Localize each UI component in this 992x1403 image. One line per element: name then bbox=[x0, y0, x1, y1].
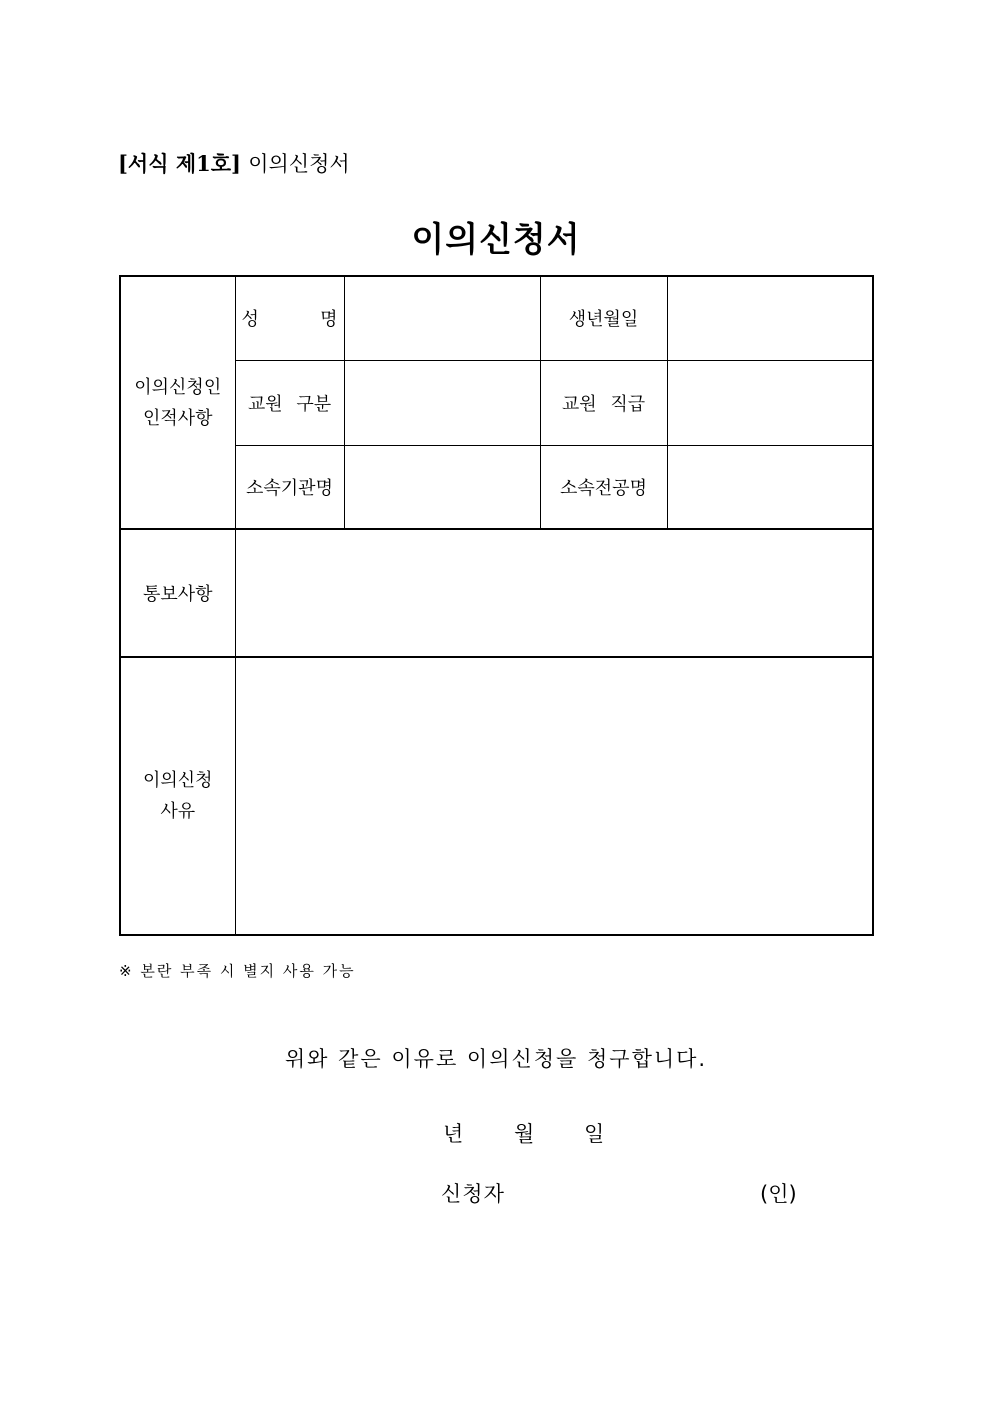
major-field[interactable] bbox=[667, 445, 873, 529]
date-month-label: 월 bbox=[514, 1122, 535, 1146]
date-day-label: 일 bbox=[584, 1122, 605, 1146]
objection-form-table bbox=[119, 275, 874, 936]
applicant-info-section-label bbox=[120, 276, 235, 529]
footnote: ※ 본란 부족 시 별지 사용 가능 bbox=[119, 962, 356, 980]
reason-label-line-1: 이의신청 bbox=[142, 770, 213, 791]
institution-label: 소속기관명 bbox=[235, 445, 344, 529]
document-title: 이의신청서 bbox=[411, 220, 581, 260]
name-field[interactable] bbox=[344, 276, 540, 360]
notice-field[interactable] bbox=[235, 529, 873, 657]
name-label-char-1: 성 bbox=[241, 309, 259, 331]
seal-label: (인) bbox=[760, 1182, 797, 1206]
form-number: [서식 제1호] bbox=[118, 151, 241, 176]
faculty-type-field[interactable] bbox=[344, 360, 540, 445]
applicant-label: 신청자 bbox=[441, 1182, 505, 1206]
reason-field[interactable] bbox=[235, 657, 873, 935]
birthdate-label: 생년월일 bbox=[540, 276, 667, 360]
faculty-type-label: 교원 구분 bbox=[235, 360, 344, 445]
institution-field[interactable] bbox=[344, 445, 540, 529]
form-number-label bbox=[118, 148, 350, 178]
form-name: 이의신청서 bbox=[248, 152, 350, 176]
name-label-char-2: 명 bbox=[320, 309, 338, 331]
faculty-rank-label: 교원 직급 bbox=[540, 360, 667, 445]
faculty-rank-field[interactable] bbox=[667, 360, 873, 445]
notice-label: 통보사항 bbox=[120, 529, 235, 657]
name-label bbox=[235, 276, 344, 360]
request-statement: 위와 같은 이유로 이의신청을 청구합니다. bbox=[284, 1047, 708, 1071]
reason-label bbox=[120, 657, 235, 935]
birthdate-field[interactable] bbox=[667, 276, 873, 360]
section-label-line-2: 인적사항 bbox=[142, 407, 213, 429]
section-label-line-1: 이의신청인 bbox=[134, 376, 222, 398]
reason-label-line-2: 사유 bbox=[160, 801, 196, 822]
date-year-label: 년 bbox=[443, 1122, 464, 1146]
major-label: 소속전공명 bbox=[540, 445, 667, 529]
